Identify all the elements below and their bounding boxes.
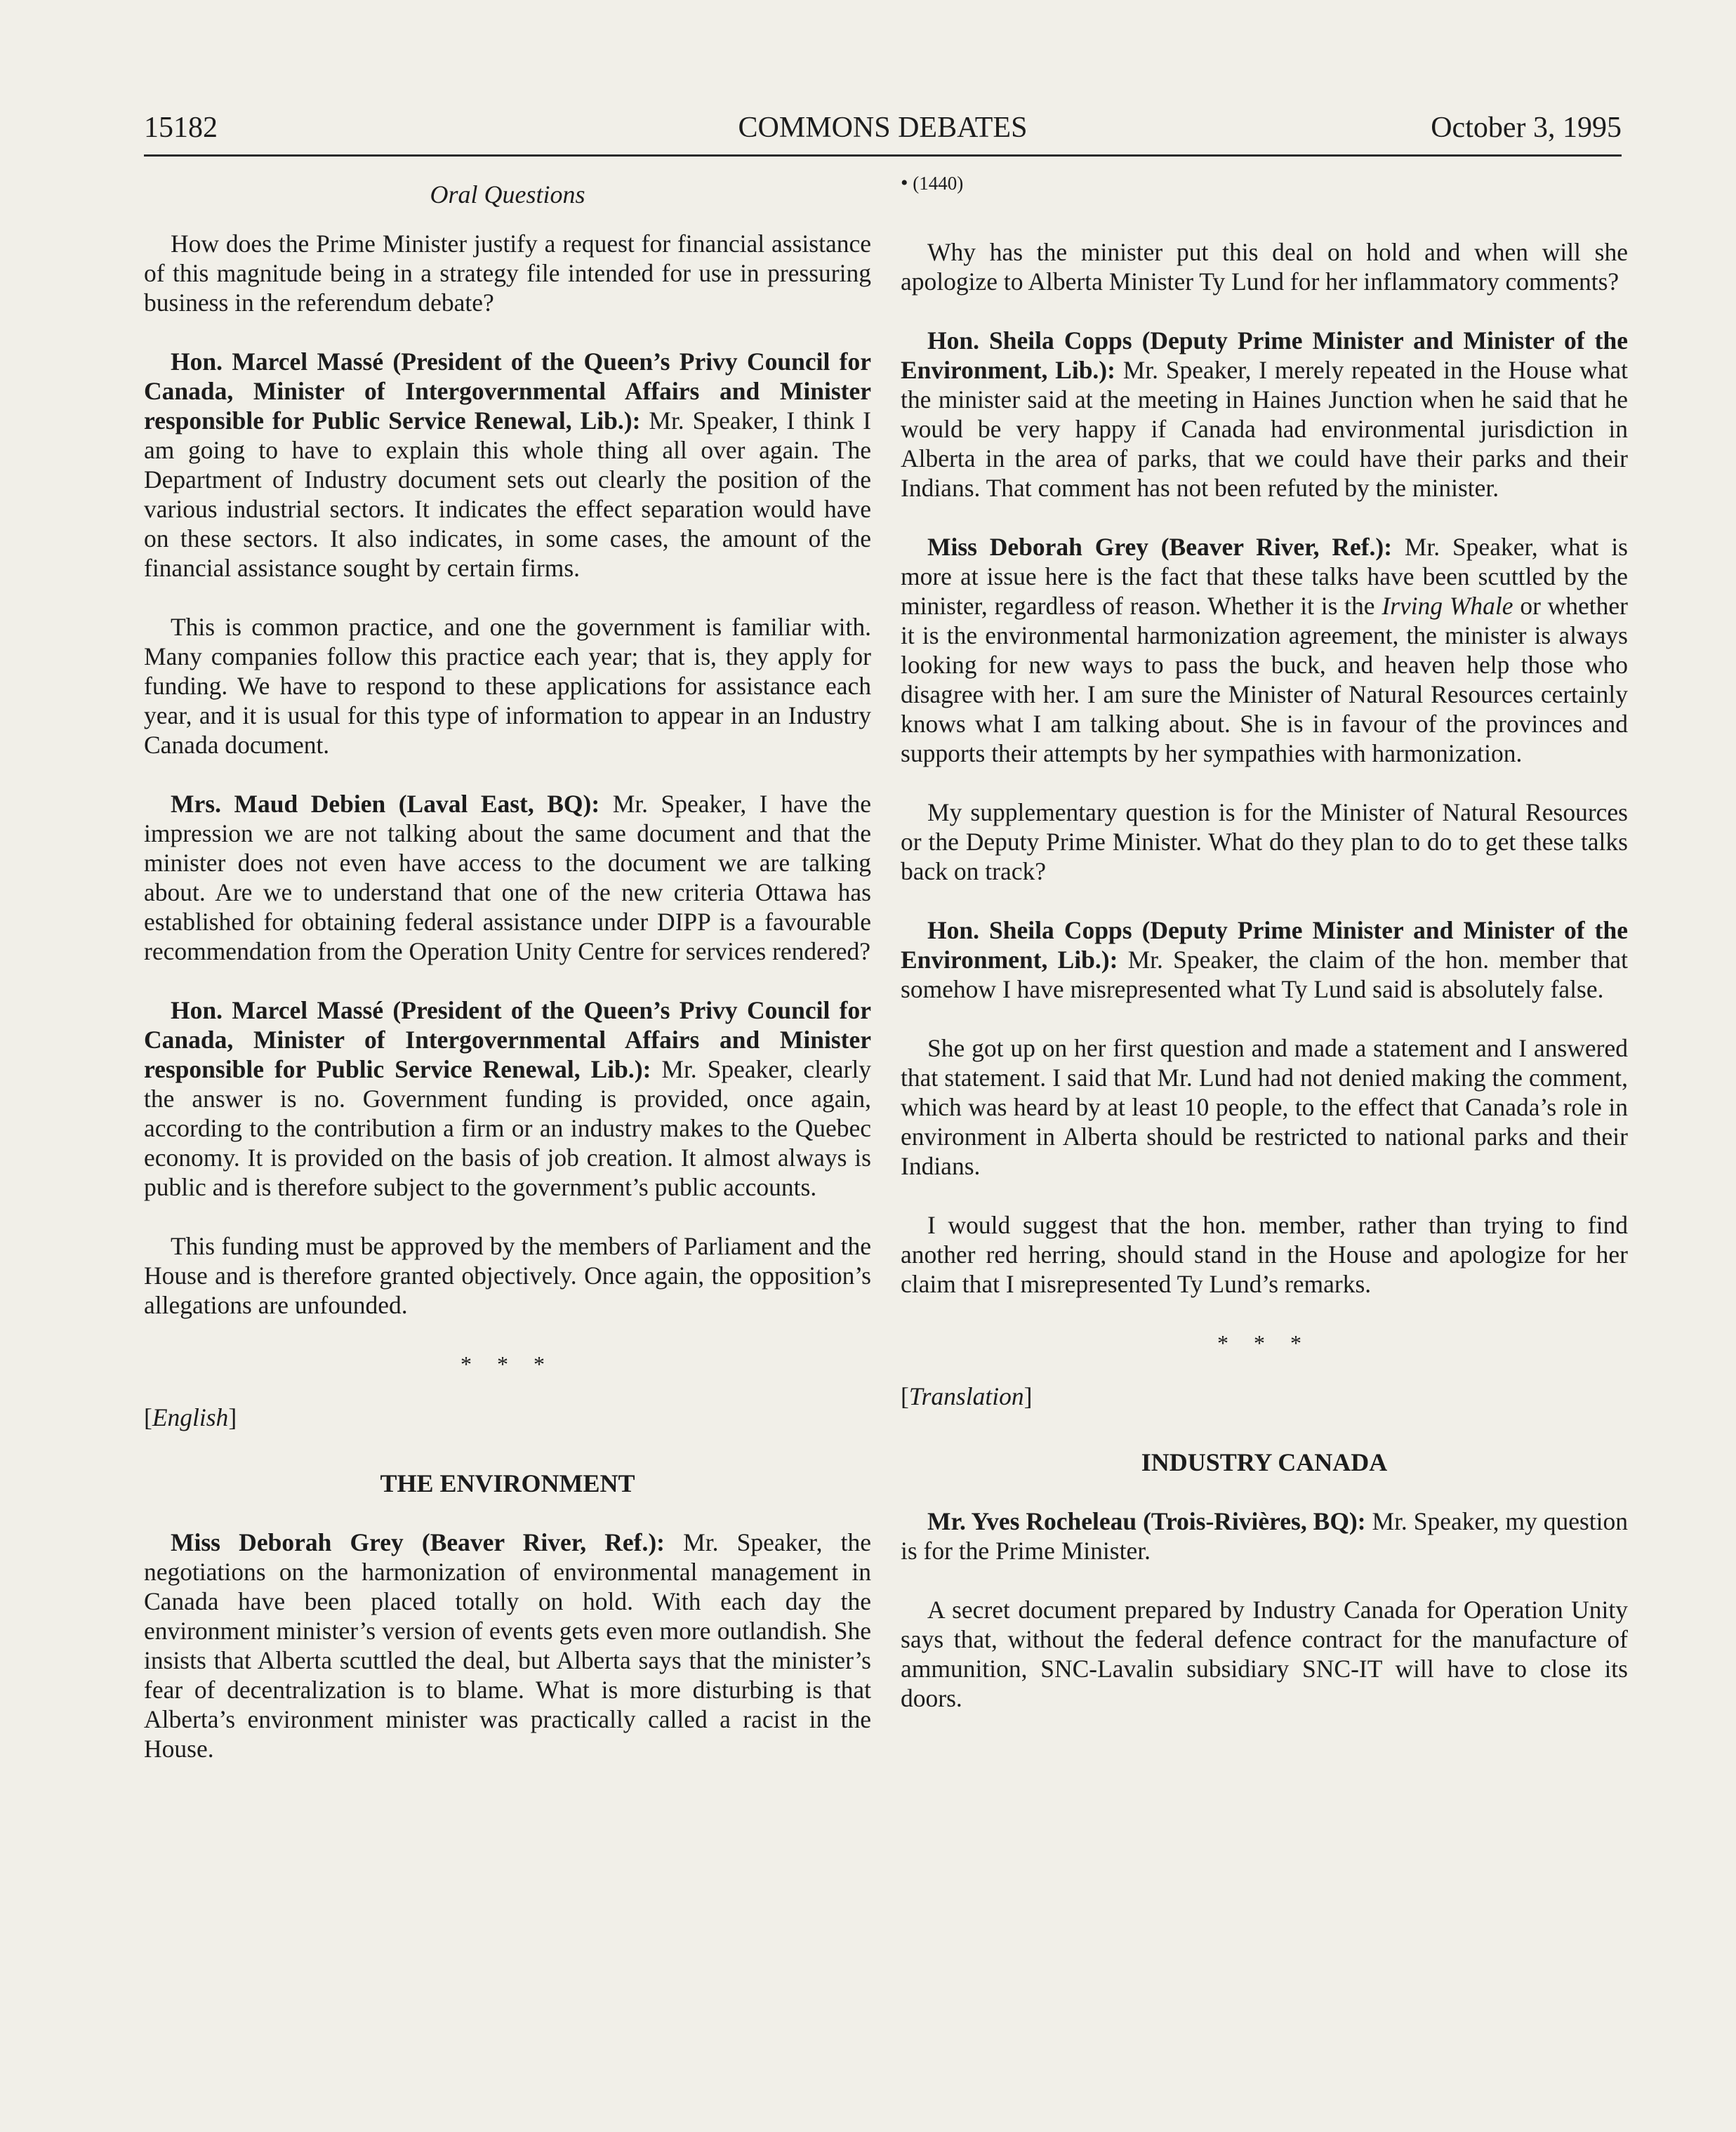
- page-number: 15182: [144, 112, 218, 144]
- speech-text: Mr. Speaker, the negotiations on the harmonization of environmental management in Canada have been placed totally on hold. With each day the environment minister’s version of events gets even more outlandish. She insists that Alberta scuttled the deal, but Alberta says that the minister’s fear of decentralization is to blame. What is more disturbing is that Alberta’s environment minister was practically called a racist in the House.: [144, 1528, 871, 1763]
- time-stamp: [901, 168, 1628, 198]
- sitting-date: October 3, 1995: [1431, 112, 1622, 144]
- language-tag-text: English: [152, 1403, 229, 1431]
- paragraph: She got up on her first question and made a statement and I answered that statement. I said that Mr. Lund had not denied making the comment, which was heard by at least 10 people, to the effect that Canada’s role in environment in Alberta should be restricted to national parks and their Indians.: [901, 1034, 1628, 1180]
- speech-paragraph: [144, 347, 871, 583]
- right-column: [901, 168, 1628, 1713]
- speaker-name: Mr. Yves Rocheleau (Trois-Rivières, BQ):: [927, 1507, 1366, 1535]
- paragraph: A secret document prepared by Industry Canada for Operation Unity says that, without the federal defence contract for the manufacture of ammunition, SNC-Lavalin subsidiary SNC-IT will have to close its doors.: [901, 1596, 1628, 1712]
- speech-paragraph: [901, 326, 1628, 503]
- speech-text: Mr. Speaker, my question is for the Prime Minister.: [901, 1507, 1628, 1565]
- speech-text: Mr. Speaker, clearly the answer is no. Government funding is provided, once again, according to the contribution a firm or an industry makes to the Quebec economy. It is provided on the basis of job creation. It almost always is public and is therefore subject to the government’s public accounts.: [144, 1055, 871, 1201]
- paragraph: Why has the minister put this deal on hold and when will she apologize to Alberta Minister Ty Lund for her inflammatory comments?: [901, 238, 1628, 296]
- language-tag: [English]: [144, 1403, 237, 1431]
- section-title: INDUSTRY CANADA: [1141, 1448, 1388, 1476]
- time-stamp-text: (1440): [913, 173, 964, 194]
- speech-paragraph: [144, 789, 871, 966]
- speech-paragraph: [901, 915, 1628, 1004]
- speaker-name: Hon. Sheila Copps (Deputy Prime Minister and Minister of the Environment, Lib.):: [901, 916, 1628, 974]
- paragraph: How does the Prime Minister justify a request for financial assistance of this magnitude being in a strategy file intended for use in pressuring business in the referendum debate?: [144, 230, 871, 317]
- speech-paragraph: [144, 1528, 871, 1763]
- section-break: * * *: [1217, 1330, 1311, 1356]
- paragraph: This is common practice, and one the government is familiar with. Many companies follow this practice each year; that is, they apply for funding. We have to respond to these applications for assistance each year, and it is usual for this type of information to appear in an Industry Canada document.: [144, 613, 871, 759]
- page-header: [144, 105, 1622, 157]
- speech-text: Mr. Speaker, what is more at issue here is the fact that these talks have been scuttled by the minister, regardless of reason. Whether it is the: [901, 533, 1628, 620]
- paragraph: I would suggest that the hon. member, rather than trying to find another red herring, should stand in the House and apologize for her claim that I misrepresented Ty Lund’s remarks.: [901, 1211, 1628, 1298]
- left-column: [144, 168, 871, 1763]
- speech-text: Mr. Speaker, I have the impression we are not talking about the same document and that the minister does not even have access to the document we are talking about. Are we to understand that one of the new criteria Ottawa has established for obtaining federal assistance under DIPP is a favourable recommendation from the Operation Unity Centre for services rendered?: [144, 790, 872, 965]
- speech-text: Mr. Speaker, the claim of the hon. member that somehow I have misrepresented what Ty Lund said is absolutely false.: [901, 946, 1628, 1003]
- bullet-icon: •: [901, 171, 908, 194]
- speaker-name: Miss Deborah Grey (Beaver River, Ref.):: [927, 533, 1393, 561]
- publication-title: COMMONS DEBATES: [738, 112, 1028, 144]
- speech-text: Mr. Speaker, I merely repeated in the House what the minister said at the meeting in Haines Junction when he said that he would be very happy if Canada had environmental jurisdiction in Alberta in the area of parks, that we could have their parks and their Indians. That comment has not been refuted by the minister.: [901, 356, 1629, 502]
- speech-paragraph: [901, 532, 1628, 768]
- paragraph: This funding must be approved by the members of Parliament and the House and is therefore granted objectively. Once again, the opposition’s allegations are unfounded.: [144, 1232, 871, 1319]
- speech-paragraph: [144, 995, 871, 1202]
- speech-text: or whether it is the environmental harmonization agreement, the minister is always looking for new ways to pass the buck, and heaven help those who disagree with her. I am sure the Minister of Natural Resources certainly knows what I am talking about. She is in favour of the provinces and supports their attempts by her sympathies with harmonization.: [901, 592, 1628, 767]
- running-head: Oral Questions: [430, 180, 585, 208]
- speaker-name: Hon. Marcel Massé (President of the Queen’s Privy Council for Canada, Minister of Intergovernmental Affairs and Minister responsible for Public Service Renewal, Lib.):: [144, 996, 871, 1083]
- vessel-name: Irving Whale: [1381, 592, 1513, 620]
- section-title: THE ENVIRONMENT: [380, 1469, 635, 1497]
- speaker-name: Mrs. Maud Debien (Laval East, BQ):: [171, 790, 600, 818]
- speaker-name: Hon. Sheila Copps (Deputy Prime Minister and Minister of the Environment, Lib.):: [901, 326, 1628, 384]
- speaker-name: Miss Deborah Grey (Beaver River, Ref.):: [171, 1528, 665, 1556]
- language-tag: [Translation]: [901, 1382, 1033, 1410]
- paragraph: My supplementary question is for the Minister of Natural Resources or the Deputy Prime Minister. What do they plan to do to get these talks back on track?: [901, 798, 1628, 885]
- speaker-name: Hon. Marcel Massé (President of the Queen’s Privy Council for Canada, Minister of Intergovernmental Affairs and Minister responsible for Public Service Renewal, Lib.):: [144, 347, 871, 435]
- language-tag-text: Translation: [908, 1382, 1024, 1410]
- speech-text: Mr. Speaker, I think I am going to have to explain this whole thing all over again. The Department of Industry document sets out clearly the position of the various industrial sectors. It indicates the effect separation would have on these sectors. It also indicates, in some cases, the amount of the financial assistance sought by certain firms.: [144, 406, 872, 582]
- section-break: * * *: [460, 1351, 555, 1377]
- speech-paragraph: [901, 1507, 1628, 1565]
